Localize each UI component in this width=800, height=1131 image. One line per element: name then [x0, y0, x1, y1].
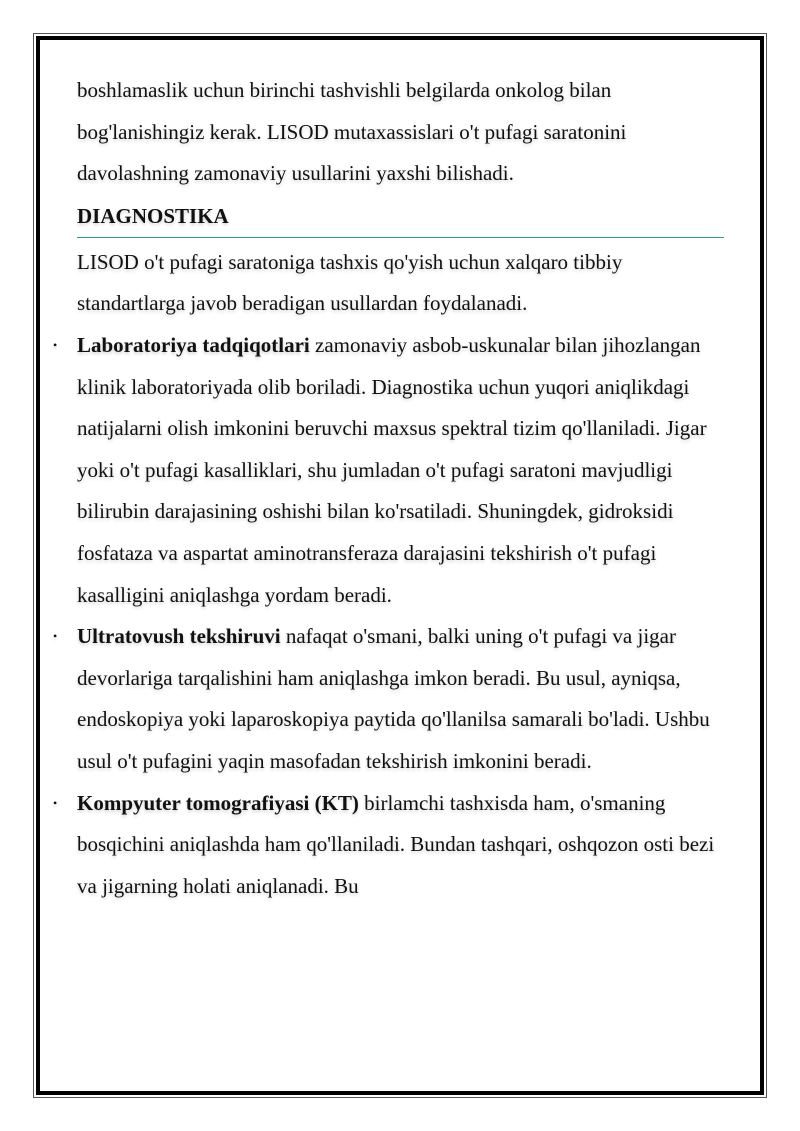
list-item-lab — [53, 325, 727, 616]
list-item-text: zamonaviy asbob-uskunalar bilan jihozlangan klinik laboratoriyada olib boriladi. Diagnostika uchun yuqori aniqlikdagi natijalarni olish imkonini beruvchi maxsus spektral tizim qo'llaniladi. Jigar yoki o't pufagi kasalliklari, shu jumladan o't pufagi saratoni mavjudligi bilirubin darajasining oshishi bilan ko'rsatiladi. Shuningdek, gidroksidi fosfataza va aspartat aminotransferaza darajasini tekshirish o't pufagi kasalligini aniqlashga yordam beradi. — [77, 332, 707, 607]
list-item-term: Laboratoriya tadqiqotlari — [77, 332, 310, 357]
bullet-icon: • — [53, 629, 58, 644]
list-item-text: nafaqat o'smani, balki uning o't pufagi va jigar devorlariga tarqalishini ham aniqlashga imkon beradi. Bu usul, ayniqsa, endoskopiya yoki laparoskopiya paytida qo'llanilsa samarali bo'ladi. Ushbu usul o't pufagini yaqin masofadan tekshirish imkonini beradi. — [77, 624, 710, 773]
list-item-ct — [53, 783, 727, 908]
list-item-text: birlamchi tashxisda ham, o'smaning bosqichini aniqlashda ham qo'llaniladi. Bundan tashqari, oshqozon osti bezi va jigarning holati aniqlanadi. Bu — [77, 790, 715, 898]
document-body — [53, 70, 727, 907]
diagnostics-list — [53, 325, 727, 907]
section-intro-paragraph: LISOD o't pufagi saratoniga tashxis qo'yish uchun xalqaro tibbiy standartlarga javob beradigan usullardan foydalanadi. — [77, 249, 623, 316]
intro-paragraph: boshlamaslik uchun birinchi tashvishli belgilarda onkolog bilan bog'lanishingiz kerak. LISOD mutaxassislari o't pufagi saratonini davolashning zamonaviy usullarini yaxshi bilishadi. — [77, 78, 627, 186]
list-item-ultrasound — [53, 616, 727, 782]
list-item-term: Ultratovush tekshiruvi — [77, 624, 281, 649]
section-heading: DIAGNOSTIKA — [77, 195, 724, 238]
bullet-icon: • — [53, 795, 58, 810]
list-item-term: Kompyuter tomografiyasi (KT) — [77, 790, 359, 815]
bullet-icon: • — [53, 337, 58, 352]
